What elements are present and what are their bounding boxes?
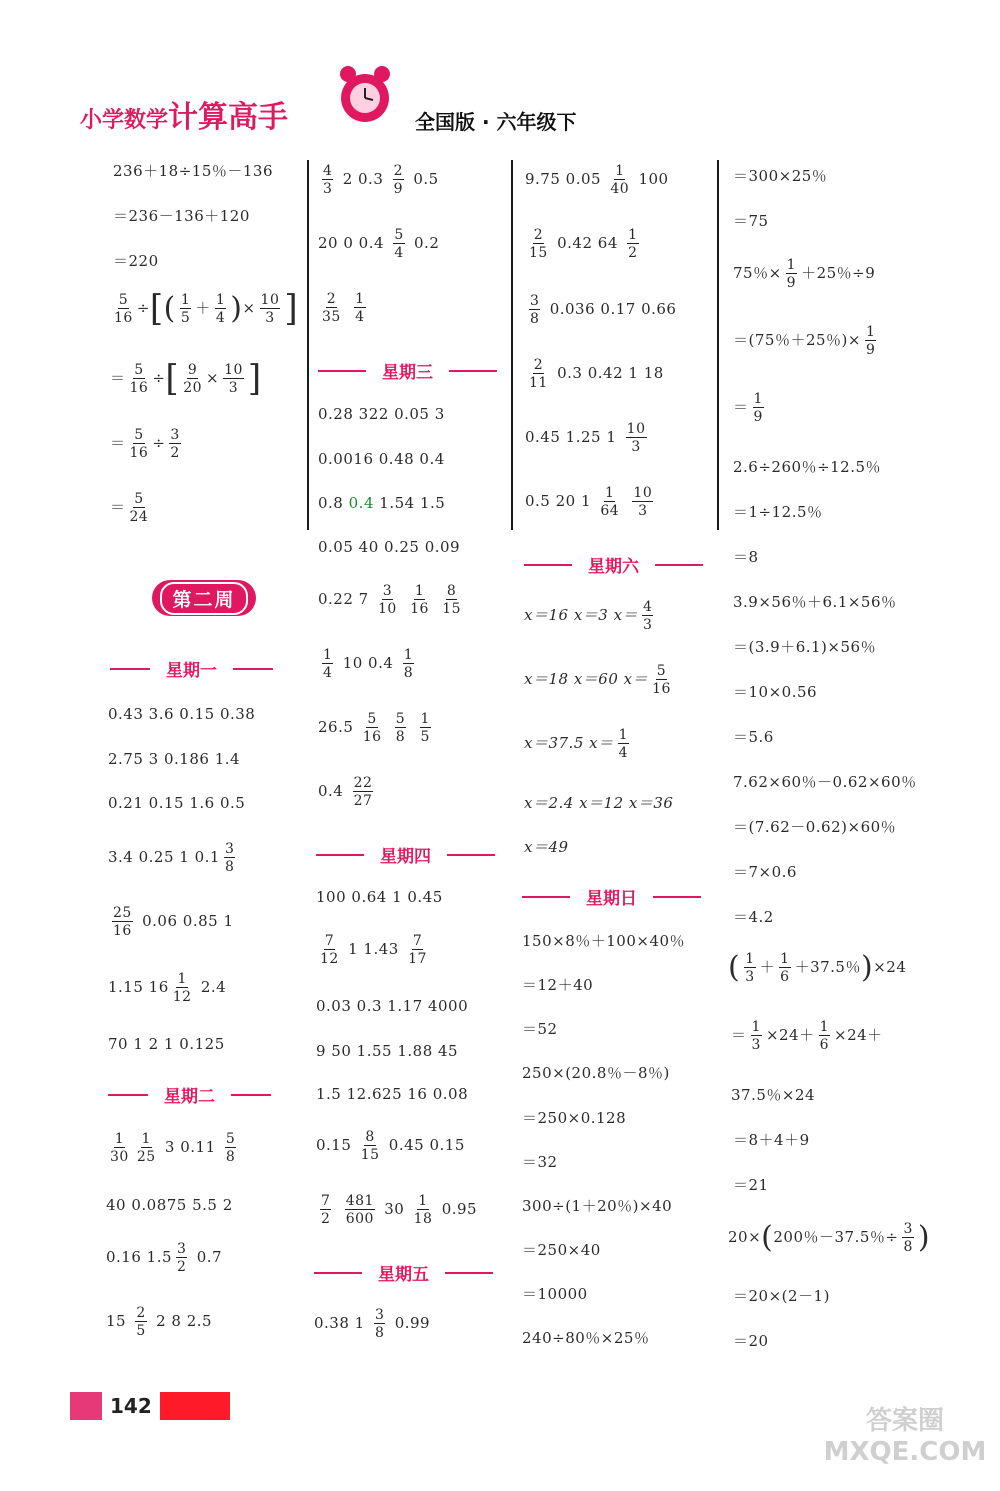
column-divider	[511, 160, 513, 530]
day-header-friday: 星期五	[314, 1260, 493, 1285]
answer-row: 0.45 1.25 1 $\frac{10}{3}$	[525, 421, 646, 455]
expression: 250×(20.8％－8％)	[522, 1064, 670, 1082]
day-header-monday: 星期一	[110, 656, 273, 681]
expression: 150×8％＋100×40％	[522, 932, 686, 950]
answer-row: x＝49	[524, 838, 569, 856]
answer-row: 0.43 3.6 0.15 0.38	[108, 705, 256, 723]
expression-step: ＝300×25％	[733, 167, 828, 185]
expression: 20×(200％－37.5％÷ $\frac{3}{8}$ )	[728, 1220, 931, 1255]
answer-row: 1.5 12.625 16 0.08	[316, 1085, 469, 1103]
answer-row: $\frac{7}{2}$ $\frac{481}{600}$ 30 $\frac{1}{18}$ 0.95	[321, 1193, 478, 1227]
answer-row: 0.0016 0.48 0.4	[318, 450, 445, 468]
expression-step: ＝8	[733, 548, 759, 566]
expression: 7.62×60％－0.62×60％	[733, 773, 917, 791]
expression-step: ＝75	[733, 212, 769, 230]
expression-step: ＝20	[733, 1332, 769, 1350]
expression-step: ＝250×40	[522, 1241, 601, 1259]
expression-step: ＝ $\frac{5}{16}$ ÷[ $\frac{9}{20}$ × $\frac{10}{3}$ ]	[110, 358, 262, 400]
expression-step: ＝20×(2－1)	[733, 1287, 830, 1305]
answer-row: 0.05 40 0.25 0.09	[318, 538, 461, 556]
day-header-sunday: 星期日	[522, 884, 701, 909]
expression-step: ＝32	[522, 1153, 558, 1171]
answer-row: $\frac{2}{11}$ 0.3 0.42 1 18	[529, 357, 664, 391]
week-badge: 第二周	[152, 580, 256, 616]
expression-step: ＝(75％＋25％)× $\frac{1}{9}$	[733, 324, 876, 358]
expression: 2.6÷260％÷12.5％	[733, 458, 882, 476]
answer-row: $\frac{3}{8}$ 0.036 0.17 0.66	[530, 293, 677, 327]
expression: 3.9×56％＋6.1×56％	[733, 593, 897, 611]
answer-row: 0.15 $\frac{8}{15}$ 0.45 0.15	[316, 1129, 465, 1163]
page-number: 142	[110, 1394, 152, 1418]
answer-row: 26.5 $\frac{5}{16}$ $\frac{5}{8}$ $\frac{1}{5}$	[318, 711, 430, 745]
day-header-tuesday: 星期二	[108, 1082, 271, 1107]
answer-row: 20 0 0.4 $\frac{5}{4}$ 0.2	[318, 227, 440, 261]
answer-row: 70 1 2 1 0.125	[108, 1035, 225, 1053]
expression-step: ＝ $\frac{5}{24}$	[110, 491, 149, 525]
expression-step: ＝5.6	[733, 728, 774, 746]
answer-row: 0.5 20 1 $\frac{1}{64}$ $\frac{10}{3}$	[525, 485, 653, 519]
watermark: 答案圈 MXQE.COM	[823, 1406, 987, 1467]
expression: 300÷(1＋20％)×40	[522, 1197, 673, 1215]
expression-step: ＝250×0.128	[522, 1109, 627, 1127]
day-header-thursday: 星期四	[316, 842, 495, 867]
expression-step: ＝10×0.56	[733, 683, 818, 701]
expression-step: 37.5％×24	[731, 1086, 816, 1104]
expression-step: ＝ $\frac{5}{16}$ ÷ $\frac{3}{2}$	[110, 427, 180, 461]
answer-row: x＝2.4 x＝12 x＝36	[524, 794, 674, 812]
answer-row: 0.8 0.4 1.54 1.5	[318, 494, 446, 512]
expression-step: ＝(7.62－0.62)×60％	[733, 818, 897, 836]
answer-row: 100 0.64 1 0.45	[316, 888, 443, 906]
expression-step: ＝220	[113, 252, 159, 270]
book-title	[80, 92, 288, 136]
expression-step: ＝ $\frac{1}{9}$	[733, 391, 763, 425]
answer-row: $\frac{25}{16}$ 0.06 0.85 1	[113, 905, 234, 939]
expression: 236＋18÷15％－136	[113, 162, 274, 180]
column-divider	[717, 160, 719, 530]
expression-step: ＝12＋40	[522, 976, 594, 994]
expression: ( $\frac{1}{3}$ ＋ $\frac{1}{6}$ ＋37.5％)×24	[728, 950, 907, 985]
answer-row: 0.16 1.5 $\frac{3}{2}$ 0.7	[106, 1241, 223, 1275]
expression-step: ＝236－136＋120	[113, 207, 250, 225]
answer-row: 0.03 0.3 1.17 4000	[316, 997, 469, 1015]
expression-step: ＝21	[733, 1176, 769, 1194]
answer-row: 0.38 1 $\frac{3}{8}$ 0.99	[314, 1307, 431, 1341]
answer-row: 15 $\frac{2}{5}$ 2 8 2.5	[106, 1305, 213, 1339]
mascot-clock-icon	[330, 60, 400, 130]
answer-row: 3.4 0.25 1 0.1 $\frac{3}{8}$	[108, 841, 235, 875]
answer-row: 0.28 322 0.05 3	[318, 405, 445, 423]
answer-row: $\frac{4}{3}$ 2 0.3 $\frac{2}{9}$ 0.5	[323, 163, 439, 197]
answer-row: 0.4 $\frac{22}{27}$	[318, 775, 373, 809]
page-corner-mark	[70, 1392, 102, 1420]
expression-step: ＝(3.9＋6.1)×56％	[733, 638, 877, 656]
expression-step: ＝10000	[522, 1285, 588, 1303]
answer-row: $\frac{2}{15}$ 0.42 64 $\frac{1}{2}$	[529, 227, 638, 261]
answer-row: $\frac{1}{4}$ 10 0.4 $\frac{1}{8}$	[323, 647, 414, 681]
expression: 75％× $\frac{1}{9}$ ＋25％÷9	[733, 257, 876, 291]
answer-row: 0.22 7 $\frac{3}{10}$ $\frac{1}{16}$ $\frac{8}{15}$	[318, 583, 462, 617]
page-number-block	[70, 1392, 230, 1420]
answer-row: 0.21 0.15 1.6 0.5	[108, 794, 246, 812]
expression-step: ＝7×0.6	[733, 863, 797, 881]
expression: $\frac{5}{16}$ ÷[( $\frac{1}{5}$ ＋ $\frac{1}{4}$ )× $\frac{10}{3}$ ]	[114, 288, 299, 330]
answer-row: 2.75 3 0.186 1.4	[108, 750, 241, 768]
expression-step: ＝1÷12.5％	[733, 503, 823, 521]
expression-step: ＝52	[522, 1020, 558, 1038]
page-bar	[160, 1392, 230, 1420]
answer-row: 9.75 0.05 $\frac{1}{40}$ 100	[525, 163, 669, 197]
answer-row: 9 50 1.55 1.88 45	[316, 1042, 459, 1060]
day-header-wednesday: 星期三	[318, 358, 497, 383]
day-header-saturday: 星期六	[524, 552, 703, 577]
answer-row: 40 0.0875 5.5 2	[106, 1196, 233, 1214]
book-title-big: 计算高手	[168, 100, 289, 135]
book-title-small: 小学数学	[80, 108, 169, 133]
edition-label: 全国版 · 六年级下	[415, 110, 577, 134]
expression-step: ＝ $\frac{1}{3}$ ×24＋ $\frac{1}{6}$ ×24＋	[731, 1019, 883, 1053]
answer-row: $\frac{1}{30}$ $\frac{1}{25}$ 3 0.11 $\frac{5}{8}$	[110, 1131, 236, 1165]
expression: 240÷80％×25％	[522, 1329, 650, 1347]
answer-row: $\frac{2}{35}$ $\frac{1}{4}$	[322, 291, 365, 325]
answer-row: x＝18 x＝60 x＝ $\frac{5}{16}$	[524, 663, 671, 697]
column-divider	[307, 160, 309, 530]
answer-row: x＝16 x＝3 x＝ $\frac{4}{3}$	[524, 599, 653, 633]
expression-step: ＝8＋4＋9	[733, 1131, 810, 1149]
expression-step: ＝4.2	[733, 908, 774, 926]
answer-row: $\frac{7}{12}$ 1 1.43 $\frac{7}{17}$	[320, 933, 427, 967]
answer-row: 1.15 16 $\frac{1}{12}$ 2.4	[108, 971, 227, 1005]
answer-row: x＝37.5 x＝ $\frac{1}{4}$	[524, 727, 629, 761]
